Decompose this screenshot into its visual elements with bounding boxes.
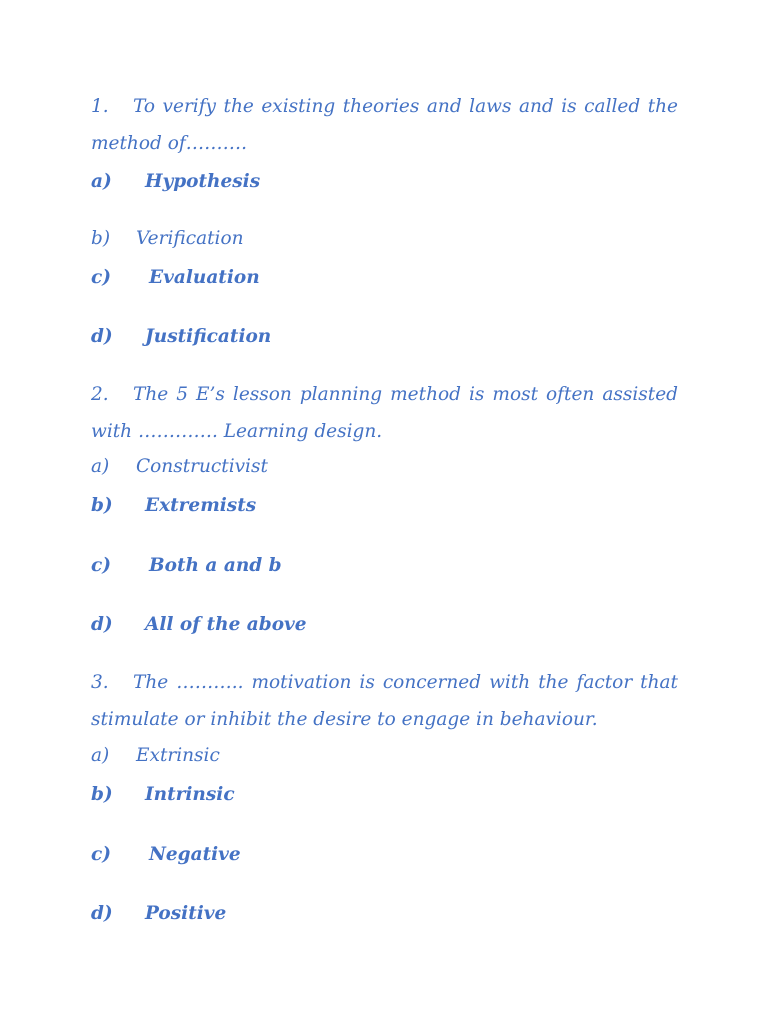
question-3-option-a — [91, 744, 220, 768]
option-text: Both a and b — [149, 555, 282, 576]
question-number: 1. — [91, 96, 109, 117]
option-text: Constructivist — [136, 456, 268, 477]
option-text: Positive — [145, 903, 227, 924]
option-letter: c) — [91, 844, 112, 865]
option-letter: b) — [91, 495, 113, 516]
question-1-option-a — [91, 170, 260, 194]
question-1-option-d — [91, 325, 271, 349]
question-3-stem — [91, 664, 678, 738]
question-2-option-c — [91, 554, 282, 578]
option-letter: b) — [91, 228, 111, 249]
question-3-option-d — [91, 902, 226, 926]
question-2-option-d — [91, 613, 307, 637]
question-number: 3. — [91, 672, 109, 693]
option-text: Extrinsic — [136, 745, 220, 766]
option-text: Justification — [145, 326, 272, 347]
question-2-stem — [91, 376, 678, 450]
option-text: Evaluation — [149, 267, 260, 288]
option-letter: c) — [91, 555, 112, 576]
question-3-option-c — [91, 843, 241, 867]
option-letter: a) — [91, 745, 110, 766]
question-2-option-a — [91, 455, 268, 479]
option-text: Intrinsic — [145, 784, 235, 805]
option-letter: d) — [91, 614, 113, 635]
question-text: The 5 E’s lesson planning method is most often assisted with …………. Learning design. — [91, 384, 678, 442]
question-text: To verify the existing theories and laws and is called the method of………. — [91, 96, 678, 154]
option-letter: c) — [91, 267, 112, 288]
option-text: Negative — [149, 844, 241, 865]
option-text: Hypothesis — [145, 171, 261, 192]
question-text: The ……….. motivation is concerned with the factor that stimulate or inhibit the desire to engage in behaviour. — [91, 672, 678, 730]
question-1-stem — [91, 88, 678, 162]
option-text: Extremists — [145, 495, 257, 516]
question-number: 2. — [91, 384, 109, 405]
option-letter: a) — [91, 456, 110, 477]
option-letter: d) — [91, 326, 113, 347]
question-2-option-b — [91, 494, 256, 518]
question-1-option-c — [91, 266, 260, 290]
option-letter: a) — [91, 171, 112, 192]
option-text: All of the above — [145, 614, 307, 635]
question-3-option-b — [91, 783, 235, 807]
question-1-option-b — [91, 227, 244, 251]
option-letter: b) — [91, 784, 113, 805]
option-letter: d) — [91, 903, 113, 924]
option-text: Verification — [136, 228, 244, 249]
